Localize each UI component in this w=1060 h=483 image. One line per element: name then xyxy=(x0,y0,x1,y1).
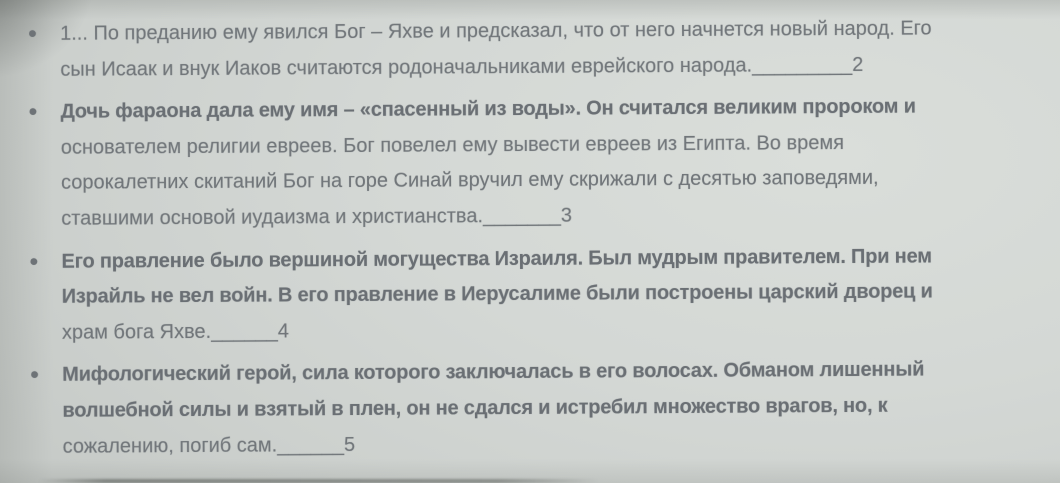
text-line: волшебной силы и взятый в плен, он не сдался и истребил множество врагов, но, к xyxy=(62,394,888,422)
worksheet-text-block xyxy=(28,11,1043,465)
text-line: 1... По преданию ему явился Бог – Яхве и предсказал, что от него начнется новый народ. Его xyxy=(60,17,932,45)
text-line: Израйль не вел войн. В его правление в Иерусалиме были построены царский дворец и xyxy=(61,280,933,308)
list-item xyxy=(28,11,1040,88)
text-line: Мифологический герой, сила которого заключалась в его волосах. Обманом лишенный xyxy=(62,358,925,387)
list-item xyxy=(30,352,1043,465)
text-line: ставшими основой иудаизма и христианства._______3 xyxy=(61,204,573,230)
text-line: Его правление было вершиной могущества Израиля. Был мудрым правителем. При нем xyxy=(61,245,932,273)
text-line: сожалению, погиб сам.______5 xyxy=(62,433,356,458)
text-line: сын Исаак и внук Иаков считаются родоначальниками еврейского народа._________2 xyxy=(60,53,864,81)
bullet-icon: • xyxy=(28,98,38,127)
list-item-lines xyxy=(60,89,1041,237)
bullet-icon: • xyxy=(28,19,37,48)
bullet-icon: • xyxy=(30,361,40,390)
list-item xyxy=(29,238,1042,351)
list-item xyxy=(28,89,1041,238)
bullet-icon: • xyxy=(29,247,39,276)
text-line: храм бога Яхве.______4 xyxy=(61,320,290,344)
text-line: основателем религии евреев. Бог повелел ему вывести евреев из Египта. Во время xyxy=(60,131,845,159)
list-item-lines xyxy=(61,238,1042,351)
list-item-lines xyxy=(60,11,1040,88)
photo-bottom-edge-shadow xyxy=(38,479,598,483)
text-line: сорокалетних скитаний Бог на горе Синай вручил ему скрижали с десятью заповедями, xyxy=(60,167,879,195)
list-item-lines xyxy=(62,352,1043,465)
text-line: Дочь фараона дала ему имя – «спасенный из воды». Он считался великим пророком и xyxy=(60,95,916,123)
